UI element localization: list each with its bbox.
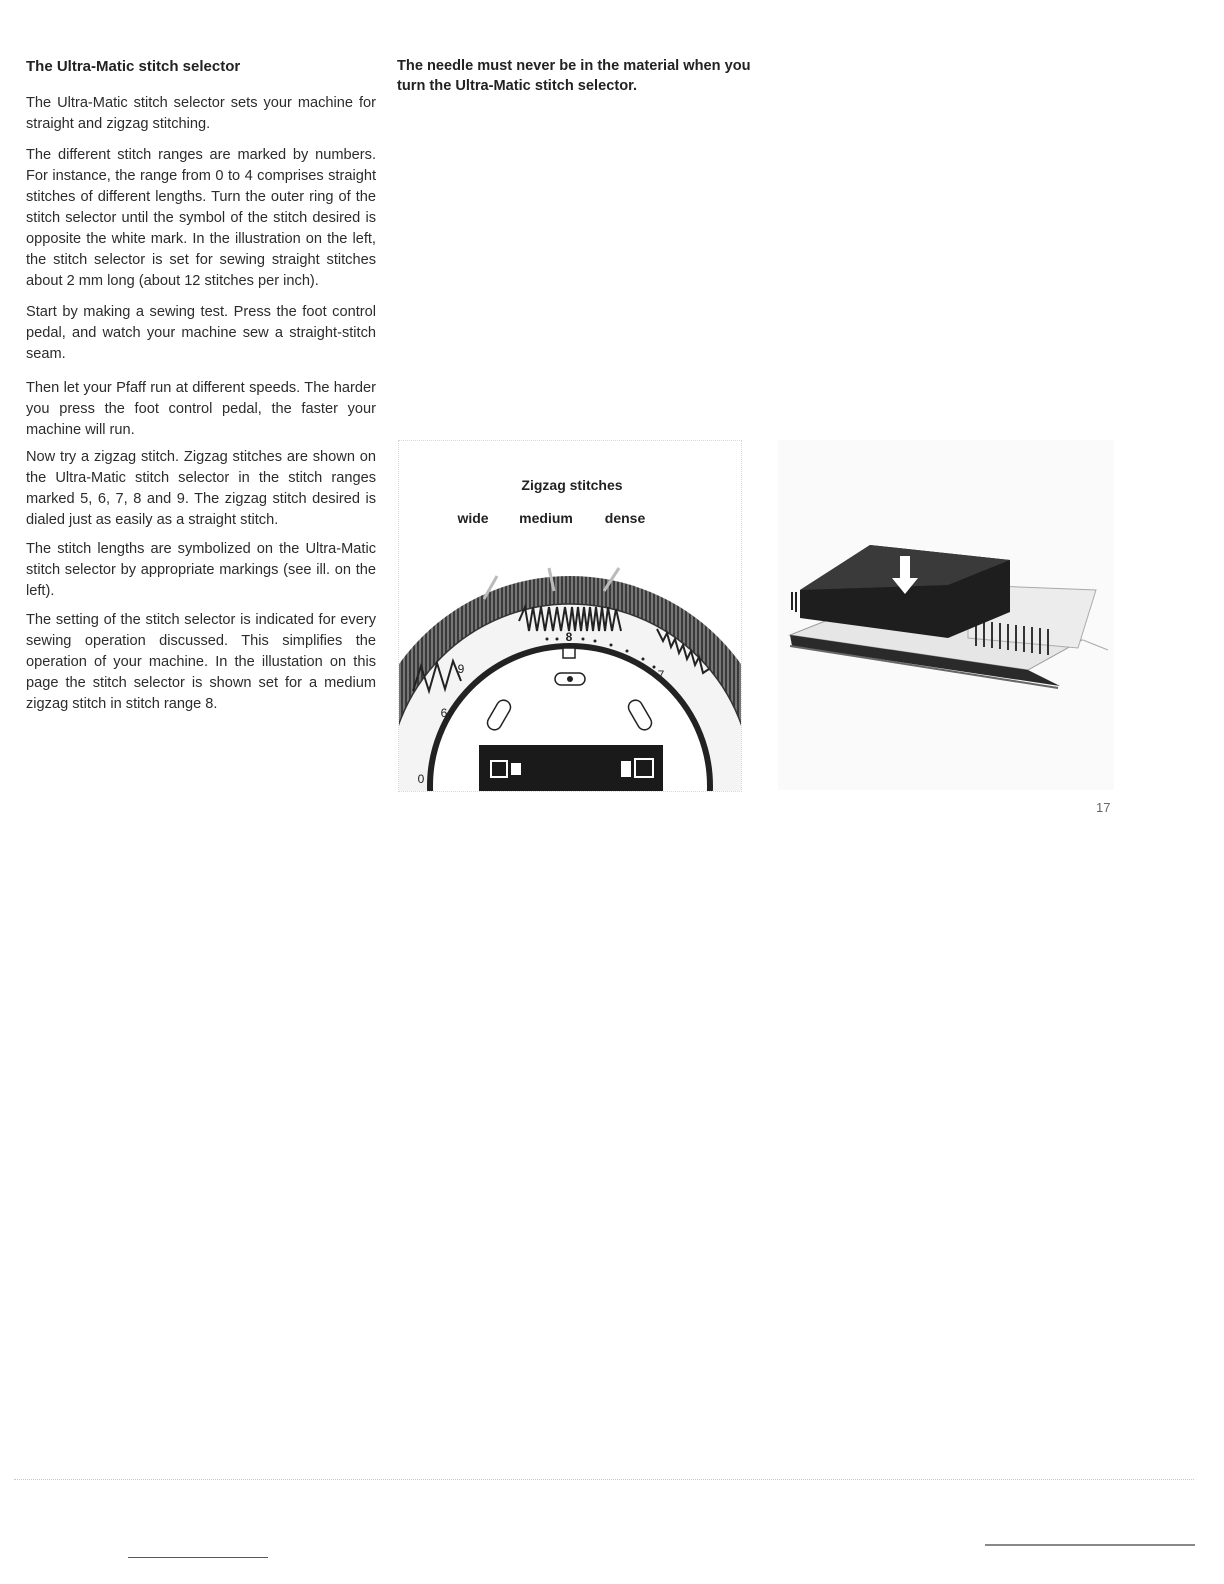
dial-number-9: 9 bbox=[457, 662, 465, 676]
dial-number-8: 8 bbox=[565, 630, 573, 644]
paragraph-intro: The Ultra-Matic stitch selector sets your machine for straight and zigzag stitching. bbox=[26, 95, 376, 132]
dial-number-0: 0 bbox=[417, 772, 425, 786]
machine-top-illustration bbox=[778, 440, 1114, 790]
machine-drawing bbox=[778, 440, 1114, 790]
dial-number-7: 7 bbox=[657, 668, 665, 682]
paragraph-sewing-test: Start by making a sewing test. Press the foot control pedal, and watch your machine sew a straight-stitch seam. bbox=[26, 304, 376, 362]
paragraph-zigzag: Now try a zigzag stitch. Zigzag stitches are shown on the Ultra-Matic stitch selector in the stitch ranges marked 5, 6, 7, 8 and 9. The zigzag stitch desired is dialed just as easily as a straight stitch. bbox=[26, 449, 376, 528]
stitch-selector-illustration bbox=[398, 440, 742, 792]
paragraph-stitch-ranges: The different stitch ranges are marked by numbers. For instance, the range from 0 to 4 comprises straight stitches of different lengths. Turn the outer ring of the stitch selector until the symbol of the stitch desired is opposite the white mark. In the illustration on the left, the stitch selector is set for sewing straight stitches about 2 mm long (about 12 stitches per inch). bbox=[26, 147, 376, 289]
label-dense: dense bbox=[604, 510, 646, 526]
footer-divider bbox=[14, 1479, 1194, 1480]
white-mark bbox=[563, 648, 575, 658]
paragraph-setting: The setting of the stitch selector is indicated for every sewing operation discussed. This simplifies the operation of your machine. In the illustation on this page the stitch selector is shown set for a medium zigzag stitch in stitch range 8. bbox=[26, 612, 376, 712]
section-heading: The Ultra-Matic stitch selector bbox=[26, 58, 241, 75]
left-column bbox=[26, 58, 376, 723]
dial-title: Zigzag stitches bbox=[521, 477, 623, 493]
page-number: 17 bbox=[1096, 800, 1111, 815]
label-medium: medium bbox=[519, 510, 573, 526]
paragraph-speeds: Then let your Pfaff run at different speeds. The harder you press the foot control pedal, the faster your machine will run. bbox=[26, 380, 376, 438]
bottom-right-rule bbox=[985, 1544, 1195, 1546]
paragraph-stitch-lengths: The stitch lengths are symbolized on the Ultra-Matic stitch selector by appropriate markings (see ill. on the left). bbox=[26, 541, 376, 599]
dial-number-6: 6 bbox=[440, 706, 448, 720]
warning-note: The needle must never be in the material when you turn the Ultra-Matic stitch selector. bbox=[397, 58, 751, 94]
label-wide: wide bbox=[457, 510, 489, 526]
stitch-selector-dial bbox=[399, 441, 741, 791]
bottom-link-underline bbox=[128, 1557, 268, 1558]
